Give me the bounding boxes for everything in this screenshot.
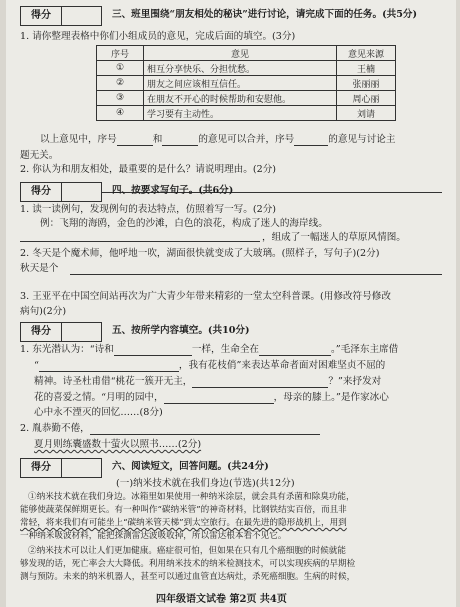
s5-line3: [34, 376, 381, 388]
s5-line2: [34, 360, 385, 372]
row-number: ①: [97, 61, 144, 76]
paragraph-line: 能够使蔬菜保鲜期更长。有一种叫作“碳纳米管”的神奇材料，比钢铁结实百倍，而且非: [20, 505, 347, 515]
answer-blank[interactable]: [39, 361, 179, 372]
score-label: 得分: [21, 183, 62, 201]
section6-heading: 六、阅读短文，回答问题。(共24分): [112, 461, 269, 472]
table-header: 序号: [97, 46, 144, 61]
s5-line5: 心中永不湮灭的回忆……(8分): [34, 407, 163, 418]
s4-question1: 1. 读一读例句，发现例句的表达特点，仿照着写一写。(2分): [20, 204, 277, 215]
s5-line6: [20, 423, 320, 435]
row-opinion: 学习要有主动性。: [144, 106, 337, 121]
s3-question1: 1. 请你整理表格中你们小组成员的意见，完成后面的填空。(3分): [20, 31, 296, 42]
s4-q1-tail: ，组成了一幅迷人的草原风情图。: [262, 232, 406, 243]
answer-blank[interactable]: [294, 135, 328, 146]
fill-text: 1. 东光潜认为：“诗和: [20, 344, 114, 355]
s4-question3-b: 病句)(2分): [20, 306, 67, 317]
fill-text: 2. 胤恭勤不倦，: [20, 423, 90, 434]
paragraph-line: ②纳米技术可以让人们更加健康。癌症很可怕，但如果在只有几个癌细胞的时候就能: [28, 546, 346, 556]
s4-example: 例：飞翔的海鸥，金色的沙滩，白色的浪花，构成了迷人的海岸线。: [40, 218, 328, 229]
answer-line[interactable]: [70, 274, 442, 275]
table-row: [97, 61, 396, 76]
score-label: 得分: [21, 323, 62, 341]
score-box: [20, 322, 102, 342]
row-source: 周心丽: [337, 91, 396, 106]
s4-question2: 2. 冬天是个魔术师，他呼地一吹，湖面很快就变成了大玻璃。(照样子，写句子)(2分): [20, 248, 380, 259]
table-row: [97, 106, 396, 121]
answer-blank[interactable]: [164, 393, 274, 404]
fill-text: 的意见可以合并，序号: [198, 134, 295, 145]
answer-blank[interactable]: [259, 345, 331, 356]
section3-heading: 三、班里围绕“朋友相处的秘诀”进行讨论，请完成下面的任务。(共5分): [112, 9, 418, 20]
fill-text: ？”来抒发对: [328, 376, 382, 387]
answer-blank[interactable]: [114, 345, 192, 356]
s3-fill-line1: [40, 134, 395, 146]
paragraph-line: ①纳米技术就在我们身边。冰箱里如果使用一种纳米涂层，就会具有杀菌和除臭功能，: [28, 492, 355, 502]
row-number: ②: [97, 76, 144, 91]
paragraph-text: 常轻，将来我们有可能坐上“碳纳米管天梯”到太空旅行。在最先进的隐形战机上，用到: [20, 518, 347, 528]
row-opinion: 朋友之间应该相互信任。: [144, 76, 337, 91]
s4-q2-start: 秋天是个: [20, 263, 59, 274]
score-box: [20, 458, 102, 478]
score-label: 得分: [21, 7, 62, 25]
exam-page: [6, 0, 456, 607]
row-source: 刘请: [337, 106, 396, 121]
fill-text: 的意见与讨论主: [328, 134, 396, 145]
fill-text: 夏月则练囊盛数十萤火以照书……(2分): [34, 439, 202, 450]
answer-line[interactable]: [20, 241, 260, 242]
answer-blank[interactable]: [162, 135, 198, 146]
score-label: 得分: [21, 459, 62, 477]
score-box: [20, 6, 102, 26]
fill-text: 和: [152, 134, 163, 145]
table-row: [97, 91, 396, 106]
s5-line7: [34, 439, 201, 451]
fill-text: 一样，生命全在: [191, 344, 260, 355]
opinion-table: [96, 45, 396, 121]
fill-text: 花的喜爱之情。“月明的园中，: [34, 392, 164, 403]
answer-blank[interactable]: [192, 377, 328, 388]
table-header-row: [97, 46, 396, 61]
paragraph-line: 够发现的话，死亡率会大大降低。利用纳米技术的纳米检测技术，可以实现疾病的早期检: [20, 559, 356, 569]
s4-question3-a: 3. 王亚平在中国空间站再次为广大青少年带来精彩的一堂太空科普课。(用修改符号修改: [20, 291, 391, 302]
fill-text: 精神。诗圣杜甫借“桃花一簇开无主，: [34, 376, 193, 387]
row-source: 王楠: [337, 61, 396, 76]
section5-heading: 五、按所学内容填空。(共10分): [112, 325, 250, 336]
answer-blank[interactable]: [90, 424, 320, 435]
s3-question2: 2. 你认为和朋友相处，最重要的是什么？请说明理由。(2分): [20, 164, 277, 175]
fill-text: 。”毛泽东主席借: [331, 344, 399, 355]
paragraph-line: 测与预防。未来的纳米机器人，甚至可以通过血管直达病灶，杀死癌细胞。生病的时候，: [20, 572, 356, 582]
row-number: ③: [97, 91, 144, 106]
s5-line4: [34, 392, 389, 404]
fill-text: ，母亲的膝上。”是作家冰心: [273, 392, 389, 403]
paragraph-line: [20, 518, 347, 529]
table-header: 意见: [144, 46, 337, 61]
s3-fill-line2: 题无关。: [20, 150, 59, 161]
fill-text: 以上意见中，序号: [40, 134, 117, 145]
fill-text: ，我有花枝俏”来表达革命者面对困难坚贞不屈的: [178, 360, 386, 371]
page-footer: 四年级语文试卷 第2页 共4页: [156, 594, 287, 605]
row-number: ④: [97, 106, 144, 121]
table-header: 意见来源: [337, 46, 396, 61]
passage-title: (一)纳米技术就在我们身边(节选)(共12分): [116, 478, 295, 489]
table-row: [97, 76, 396, 91]
fill-text: “: [34, 360, 39, 371]
paragraph-line: 一种纳米吸波材料，能把探测雷达波吸收掉，所以雷达根本看不见它。: [20, 531, 287, 541]
row-opinion: 相互分享快乐、分担忧愁。: [144, 61, 337, 76]
score-box: [20, 182, 102, 202]
section4-heading: 四、按要求写句子。(共6分): [112, 185, 234, 196]
row-source: 张丽丽: [337, 76, 396, 91]
answer-blank[interactable]: [117, 135, 153, 146]
row-opinion: 在朋友不开心的时候帮助和安慰他。: [144, 91, 337, 106]
s5-line1: [20, 344, 398, 356]
